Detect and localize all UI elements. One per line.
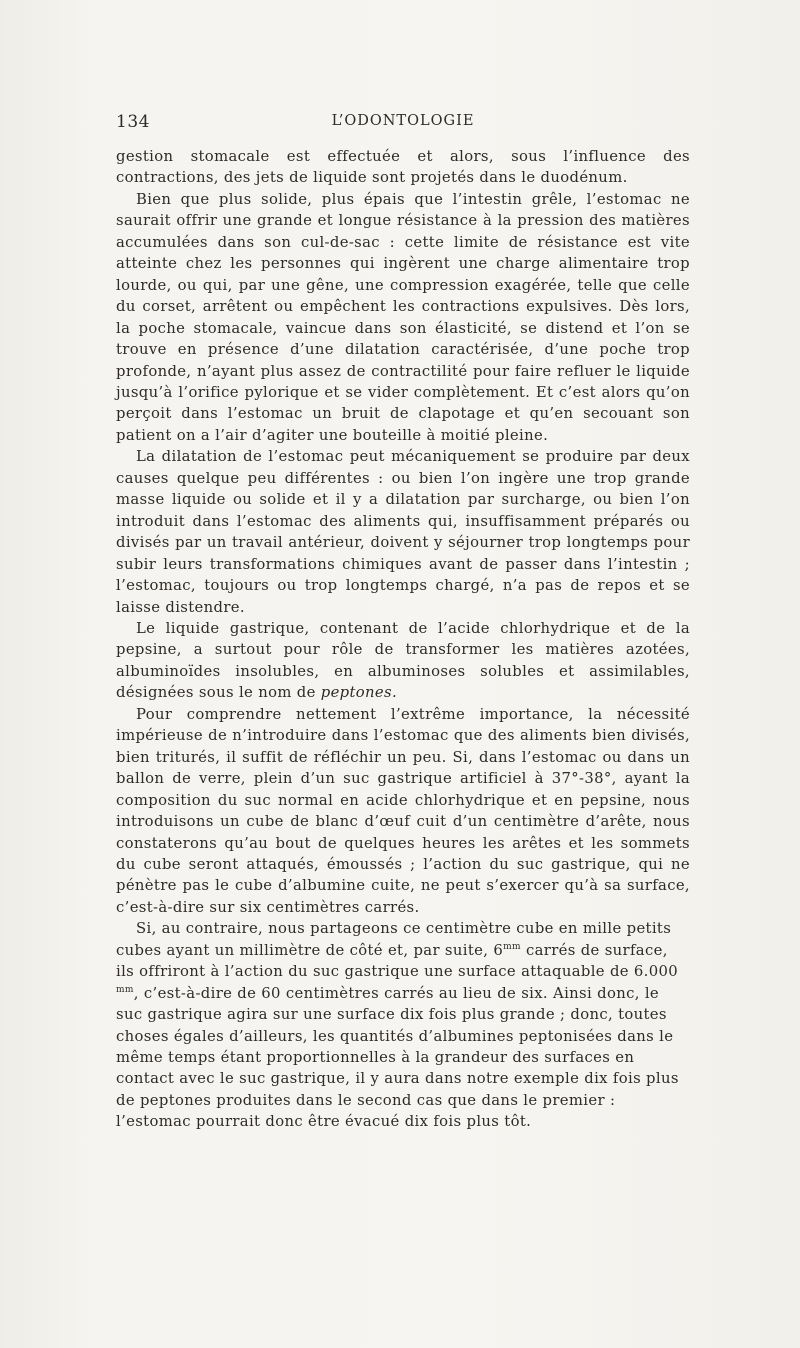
paragraph-6-part-c: , c’est-à-dire de 60 centimètres carrés au lieu de six. Ainsi donc, le suc gastrique agira sur une surface dix fois plus grande ; donc, toutes choses égales d’ailleurs, les quantités d’albumines peptonisées dans le même temps étant proportionnelles à la grandeur des surfaces en contact avec le suc gastrique, il y aura dans notre exemple dix fois plus de peptones produites dans le second cas que dans le premier : l’estomac pourrait donc être évacué dix fois plus tôt.: [116, 984, 679, 1131]
paragraph-6-part-a: Si, au contraire, nous partageons ce centimètre cube en mille petits cubes ayant un millimètre de côté et, par suite, 6: [116, 920, 672, 959]
page-number: 134: [116, 112, 150, 132]
paragraph-6-part-b: carrés de surface, ils offriront à l’action du suc gastrique une surface attaquable de 6.000: [116, 941, 679, 981]
unit-superscript-2: mm: [116, 984, 134, 995]
paragraph-5: Pour comprendre nettement l’extrême importance, la nécessité impérieuse de n’introduire dans l’estomac que des aliments bien divisés, bien triturés, il suffit de réfléchir un peu. Si, dans l’estomac ou dans un ballon de verre, plein d’un suc gastrique artificiel à 37°-38°, ayant la composition du suc normal en acide chlorhydrique et en pepsine, nous introduisons un cube de blanc d’œuf cuit d’un centimètre d’arête, nous constaterons qu’au bout de quelques heures les arêtes et les sommets du cube seront attaqués, émoussés ; l’action du suc gastrique, qui ne pénètre pas le cube d’albumine cuite, ne peut s’exercer qu’à sa surface, c’est-à-dire sur six centimètres carrés.: [116, 705, 690, 916]
unit-superscript-1: mm: [503, 941, 521, 952]
paragraph-1: gestion stomacale est effectuée et alors, sous l’influence des contractions, des jets de liquide sont projetés dans le duodénum.: [116, 148, 690, 187]
paragraph-4-text: Le liquide gastrique, contenant de l’acide chlorhydrique et de la pepsine, a surtout pour rôle de transformer les matières azotées, albuminoïdes insolubles, en albuminoses solubles et assimilables, désignées sous le nom de: [116, 619, 690, 702]
peptones-term: peptones.: [320, 684, 398, 702]
page-header: [116, 112, 690, 136]
paragraph-4: [116, 618, 690, 704]
paragraph-3: La dilatation de l’estomac peut mécaniquement se produire par deux causes quelque peu différentes : ou bien l’on ingère une trop grande masse liquide ou solide et il y a dilatation par surcharge, ou bien l’on introduit dans l’estomac des aliments qui, insuffisamment préparés ou divisés par un travail antérieur, doivent y séjourner trop longtemps pour subir leurs transformations chimiques avant de passer dans l’intestin ; l’estomac, toujours ou trop longtemps chargé, n’a pas de repos et se laisse distendre.: [116, 448, 690, 616]
paragraph-2: Bien que plus solide, plus épais que l’intestin grêle, l’estomac ne saurait offrir une grande et longue résistance à la pression des matières accumulées dans son cul-de-sac : cette limite de résistance est vite atteinte chez les personnes qui ingèrent une charge alimentaire trop lourde, ou qui, par une gêne, une compression exagérée, telle que celle du corset, arrêtent ou empêchent les contractions expulsives. Dès lors, la poche stomacale, vaincue dans son élasticité, se distend et l’on se trouve en présence d’une dilatation caractérisée, d’une poche trop profonde, n’ayant plus assez de contractilité pour faire refluer le liquide jusqu’à l’orifice pylorique et se vider complètement. Et c’est alors qu’on perçoit dans l’estomac un bruit de clapotage et qu’en secouant son patient on a l’air d’agiter une bouteille à moitié pleine.: [116, 190, 690, 444]
paragraph-6: [116, 918, 690, 1133]
body-text: [116, 146, 690, 1133]
running-title: L’ODONTOLOGIE: [331, 113, 475, 129]
